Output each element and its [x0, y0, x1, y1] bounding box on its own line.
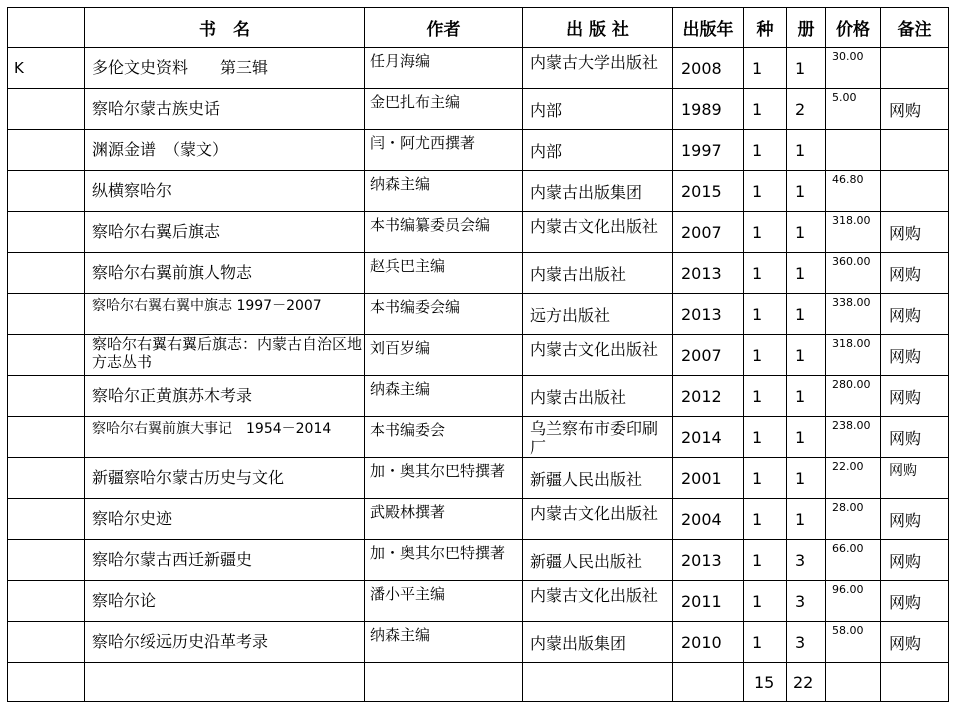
cell-author: 纳森主编 [365, 376, 523, 417]
cell-note: 网购 [881, 212, 949, 253]
cell-price [826, 130, 881, 171]
cell-kinds: 1 [744, 335, 787, 376]
cell-volumes: 3 [787, 581, 826, 622]
cell-note: 网购 [881, 499, 949, 540]
cell-kinds: 1 [744, 376, 787, 417]
cell-publisher: 内蒙古大学出版社 [523, 48, 673, 89]
cell-publisher: 内蒙古文化出版社 [523, 581, 673, 622]
cell-year: 2001 [673, 458, 744, 499]
total-kinds: 15 [744, 663, 787, 702]
cell-price: 338.00 [826, 294, 881, 335]
cell-class [8, 458, 85, 499]
cell-kinds: 1 [744, 253, 787, 294]
cell-price: 66.00 [826, 540, 881, 581]
cell-note [881, 130, 949, 171]
table-row [8, 335, 949, 376]
cell-price: 318.00 [826, 335, 881, 376]
table-row [8, 294, 949, 335]
header-publisher: 出 版 社 [523, 8, 673, 48]
cell-class [8, 335, 85, 376]
cell-volumes: 1 [787, 417, 826, 458]
table-row [8, 212, 949, 253]
cell-volumes: 1 [787, 458, 826, 499]
cell-price: 46.80 [826, 171, 881, 212]
table-row [8, 622, 949, 663]
table-row [8, 581, 949, 622]
cell-volumes: 1 [787, 335, 826, 376]
table-row [8, 499, 949, 540]
cell-kinds: 1 [744, 581, 787, 622]
cell-volumes: 2 [787, 89, 826, 130]
cell-class [8, 622, 85, 663]
cell-author: 纳森主编 [365, 622, 523, 663]
table-row [8, 89, 949, 130]
cell-kinds: 1 [744, 130, 787, 171]
table-row [8, 417, 949, 458]
totals-row [8, 663, 949, 702]
cell-year: 2013 [673, 540, 744, 581]
cell-kinds: 1 [744, 417, 787, 458]
cell-author: 任月海编 [365, 48, 523, 89]
header-volumes: 册 [787, 8, 826, 48]
cell-publisher: 内蒙古文化出版社 [523, 335, 673, 376]
cell-class [8, 581, 85, 622]
cell-kinds: 1 [744, 622, 787, 663]
cell-kinds: 1 [744, 458, 787, 499]
cell-class [8, 171, 85, 212]
cell-title: 新疆察哈尔蒙古历史与文化 [85, 458, 365, 499]
cell-publisher: 内蒙古出版社 [523, 253, 673, 294]
totals-empty-cell [673, 663, 744, 702]
cell-kinds: 1 [744, 212, 787, 253]
header-note: 备注 [881, 8, 949, 48]
table-row [8, 540, 949, 581]
cell-price: 58.00 [826, 622, 881, 663]
cell-volumes: 1 [787, 499, 826, 540]
cell-class [8, 499, 85, 540]
cell-price: 96.00 [826, 581, 881, 622]
cell-class [8, 89, 85, 130]
header-year: 出版年 [673, 8, 744, 48]
cell-year: 2007 [673, 212, 744, 253]
cell-note: 网购 [881, 417, 949, 458]
cell-class [8, 417, 85, 458]
cell-year: 2010 [673, 622, 744, 663]
cell-publisher: 远方出版社 [523, 294, 673, 335]
cell-kinds: 1 [744, 171, 787, 212]
cell-publisher: 内蒙古出版社 [523, 376, 673, 417]
cell-year: 2013 [673, 294, 744, 335]
cell-publisher: 内蒙古文化出版社 [523, 499, 673, 540]
cell-note: 网购 [881, 89, 949, 130]
cell-class: K [8, 48, 85, 89]
cell-publisher: 内蒙古文化出版社 [523, 212, 673, 253]
cell-volumes: 1 [787, 171, 826, 212]
cell-title: 察哈尔论 [85, 581, 365, 622]
cell-publisher: 内部 [523, 130, 673, 171]
cell-title: 察哈尔右翼前旗大事记 1954－2014 [85, 417, 365, 458]
table-row [8, 376, 949, 417]
cell-volumes: 1 [787, 130, 826, 171]
cell-class [8, 376, 85, 417]
header-author: 作者 [365, 8, 523, 48]
cell-volumes: 1 [787, 294, 826, 335]
cell-title: 察哈尔史迹 [85, 499, 365, 540]
cell-volumes: 3 [787, 622, 826, 663]
cell-note [881, 48, 949, 89]
cell-note: 网购 [881, 376, 949, 417]
cell-title: 察哈尔右翼右翼中旗志 1997－2007 [85, 294, 365, 335]
cell-title: 察哈尔蒙古西迁新疆史 [85, 540, 365, 581]
cell-author: 加・奥其尔巴特撰著 [365, 540, 523, 581]
cell-publisher: 内蒙出版集团 [523, 622, 673, 663]
cell-note [881, 171, 949, 212]
cell-year: 2011 [673, 581, 744, 622]
header-cls [8, 8, 85, 48]
cell-year: 2008 [673, 48, 744, 89]
header-kinds: 种 [744, 8, 787, 48]
book-list-table [7, 7, 949, 702]
cell-note: 网购 [881, 581, 949, 622]
cell-author: 本书编委会 [365, 417, 523, 458]
cell-publisher: 新疆人民出版社 [523, 458, 673, 499]
cell-title: 察哈尔正黄旗苏木考录 [85, 376, 365, 417]
cell-year: 2014 [673, 417, 744, 458]
cell-year: 1997 [673, 130, 744, 171]
cell-note: 网购 [881, 294, 949, 335]
cell-year: 2012 [673, 376, 744, 417]
cell-class [8, 294, 85, 335]
header-title: 书 名 [85, 8, 365, 48]
cell-volumes: 1 [787, 48, 826, 89]
totals-empty-cell [8, 663, 85, 702]
cell-class [8, 540, 85, 581]
cell-publisher: 内部 [523, 89, 673, 130]
cell-volumes: 1 [787, 376, 826, 417]
cell-year: 2015 [673, 171, 744, 212]
cell-author: 赵兵巴主编 [365, 253, 523, 294]
totals-empty-cell [365, 663, 523, 702]
cell-author: 本书编委会编 [365, 294, 523, 335]
header-row [8, 8, 949, 48]
cell-class [8, 130, 85, 171]
cell-note: 网购 [881, 458, 949, 499]
totals-empty-cell [523, 663, 673, 702]
cell-year: 2013 [673, 253, 744, 294]
cell-price: 5.00 [826, 89, 881, 130]
cell-year: 2007 [673, 335, 744, 376]
cell-title: 纵横察哈尔 [85, 171, 365, 212]
totals-empty-cell [85, 663, 365, 702]
cell-kinds: 1 [744, 499, 787, 540]
cell-note: 网购 [881, 253, 949, 294]
table-row [8, 458, 949, 499]
cell-author: 潘小平主编 [365, 581, 523, 622]
header-price: 价格 [826, 8, 881, 48]
table-row [8, 130, 949, 171]
cell-volumes: 1 [787, 212, 826, 253]
cell-author: 加・奥其尔巴特撰著 [365, 458, 523, 499]
table-row [8, 253, 949, 294]
cell-kinds: 1 [744, 89, 787, 130]
cell-title: 察哈尔绥远历史沿革考录 [85, 622, 365, 663]
cell-note: 网购 [881, 622, 949, 663]
cell-note: 网购 [881, 540, 949, 581]
cell-price: 318.00 [826, 212, 881, 253]
cell-price: 360.00 [826, 253, 881, 294]
cell-title: 察哈尔右翼后旗志 [85, 212, 365, 253]
cell-title: 多伦文史资料 第三辑 [85, 48, 365, 89]
cell-kinds: 1 [744, 48, 787, 89]
cell-year: 1989 [673, 89, 744, 130]
totals-empty-cell [881, 663, 949, 702]
cell-volumes: 3 [787, 540, 826, 581]
cell-volumes: 1 [787, 253, 826, 294]
cell-publisher: 内蒙古出版集团 [523, 171, 673, 212]
cell-year: 2004 [673, 499, 744, 540]
cell-author: 武殿林撰著 [365, 499, 523, 540]
totals-empty-cell [826, 663, 881, 702]
cell-price: 22.00 [826, 458, 881, 499]
cell-price: 30.00 [826, 48, 881, 89]
table-row [8, 48, 949, 89]
cell-author: 闫・阿尤西撰著 [365, 130, 523, 171]
cell-kinds: 1 [744, 294, 787, 335]
cell-price: 238.00 [826, 417, 881, 458]
table-row [8, 171, 949, 212]
cell-author: 刘百岁编 [365, 335, 523, 376]
cell-publisher: 新疆人民出版社 [523, 540, 673, 581]
total-volumes: 22 [787, 663, 826, 702]
cell-author: 金巴扎布主编 [365, 89, 523, 130]
cell-title: 察哈尔右翼前旗人物志 [85, 253, 365, 294]
cell-price: 28.00 [826, 499, 881, 540]
cell-class [8, 212, 85, 253]
cell-author: 本书编纂委员会编 [365, 212, 523, 253]
cell-kinds: 1 [744, 540, 787, 581]
cell-author: 纳森主编 [365, 171, 523, 212]
cell-title: 察哈尔蒙古族史话 [85, 89, 365, 130]
cell-title: 渊源金谱 （蒙文） [85, 130, 365, 171]
cell-class [8, 253, 85, 294]
cell-title: 察哈尔右翼右翼后旗志：内蒙古自治区地方志丛书 [85, 335, 365, 376]
cell-publisher: 乌兰察布市委印刷厂 [523, 417, 673, 458]
cell-note: 网购 [881, 335, 949, 376]
cell-price: 280.00 [826, 376, 881, 417]
